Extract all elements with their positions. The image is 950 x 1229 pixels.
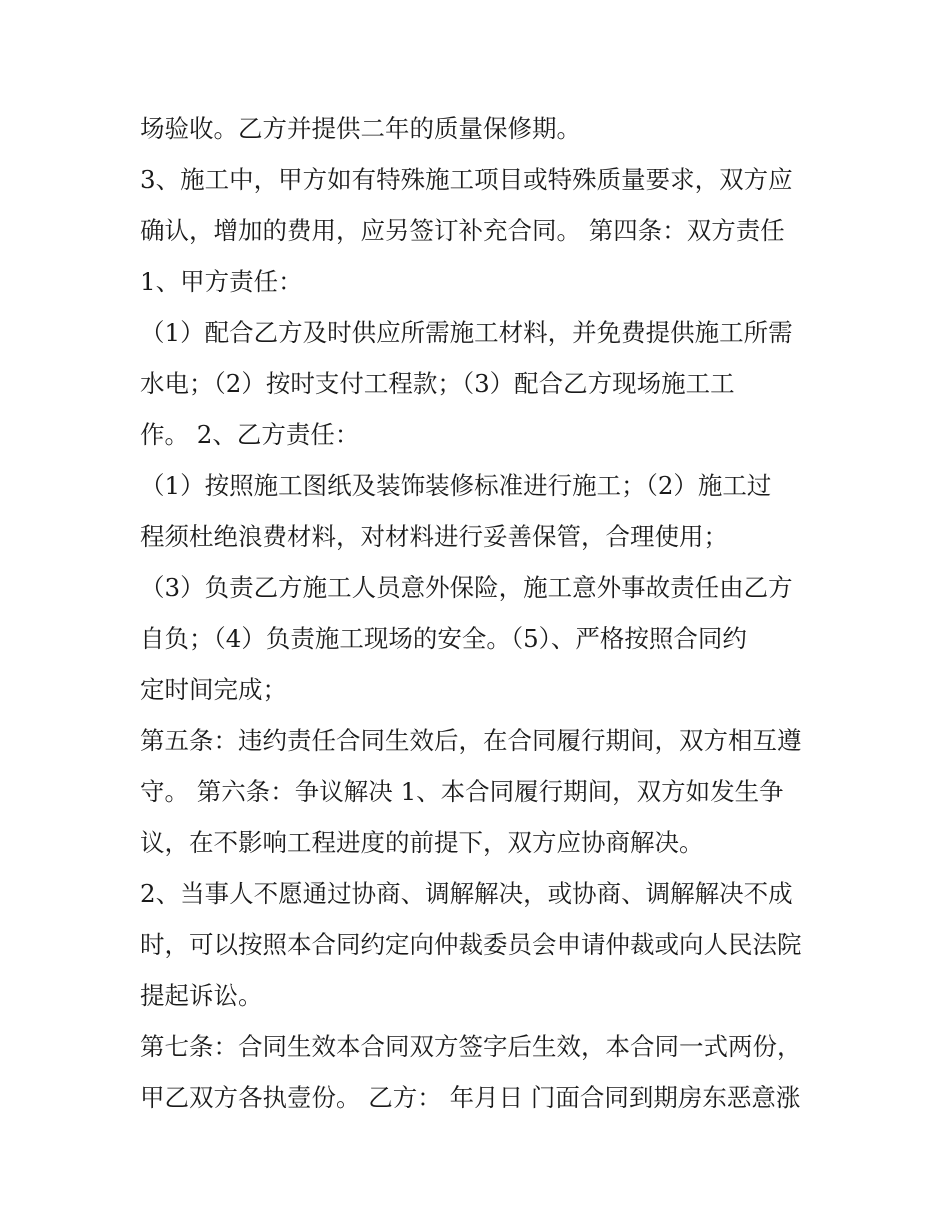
text-line: （1）按照施工图纸及装饰装修标准进行施工；（2）施工过: [140, 471, 772, 500]
text-line: 提起诉讼。: [140, 981, 263, 1010]
text-line: 第五条：违约责任合同生效后，在合同履行期间，双方相互遵: [140, 726, 802, 755]
text-line: 确认，增加的费用，应另签订补充合同。 第四条：双方责任: [140, 216, 785, 245]
text-line: 议，在不影响工程进度的前提下，双方应协商解决。: [140, 828, 704, 857]
text-line: 定时间完成；: [140, 675, 287, 704]
text-line: 守。 第六条：争议解决 1、本合同履行期间，双方如发生争: [140, 777, 784, 806]
text-line: 1、甲方责任：: [140, 267, 303, 296]
text-line: （3）负责乙方施工人员意外保险，施工意外事故责任由乙方: [140, 573, 793, 602]
text-line: 程须杜绝浪费材料，对材料进行妥善保管，合理使用；: [140, 522, 728, 551]
text-line: 3、施工中，甲方如有特殊施工项目或特殊质量要求，双方应: [140, 165, 793, 194]
text-line: 第七条：合同生效本合同双方签字后生效，本合同一式两份，: [140, 1032, 802, 1061]
text-line: 水电；（2）按时支付工程款；（3）配合乙方现场施工工: [140, 369, 735, 398]
text-line: 2、当事人不愿通过协商、调解解决，或协商、调解解决不成: [140, 879, 793, 908]
text-line: 自负；（4）负责施工现场的安全。（5）、严格按照合同约: [140, 624, 747, 653]
text-line: 甲乙双方各执壹份。 乙方： 年月日 门面合同到期房东恶意涨: [140, 1083, 801, 1112]
text-line: 场验收。乙方并提供二年的质量保修期。: [140, 114, 581, 143]
text-line: （1）配合乙方及时供应所需施工材料，并免费提供施工所需: [140, 318, 793, 347]
text-line: 作。 2、乙方责任：: [140, 420, 360, 449]
text-line: 时，可以按照本合同约定向仲裁委员会申请仲裁或向人民法院: [140, 930, 802, 959]
